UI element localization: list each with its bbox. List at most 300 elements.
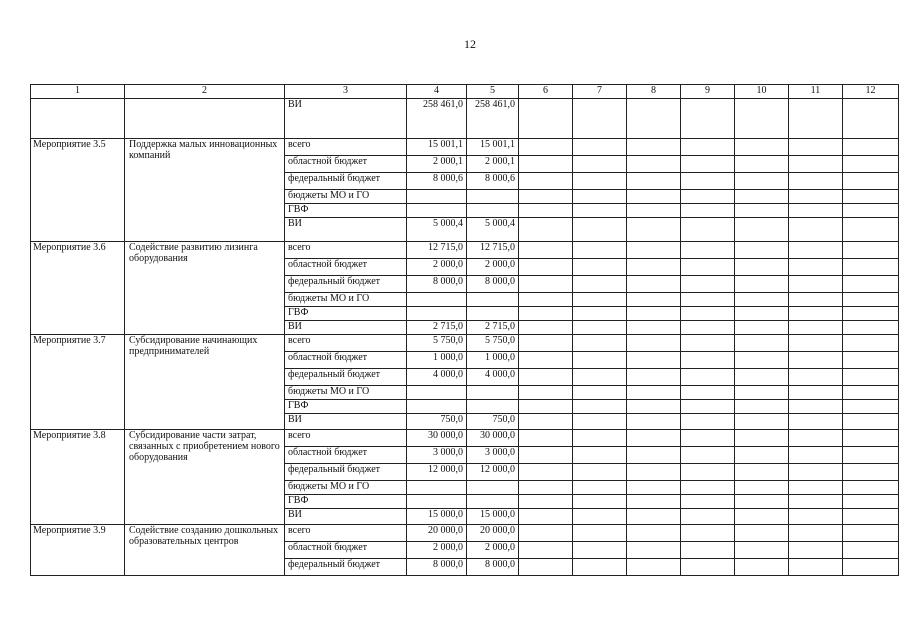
empty-cell <box>681 335 735 352</box>
table-row <box>31 430 899 447</box>
funding-source-cell: ГВФ <box>285 495 407 509</box>
empty-cell <box>573 509 627 525</box>
funding-source-cell: всего <box>285 430 407 447</box>
table-body <box>31 99 899 576</box>
empty-cell <box>681 509 735 525</box>
header-cell: 3 <box>285 85 407 99</box>
empty-cell <box>519 307 573 321</box>
empty-cell <box>843 99 899 139</box>
empty-cell <box>789 447 843 464</box>
budget-table <box>30 84 899 576</box>
funding-source-cell: ВИ <box>285 218 407 242</box>
funding-source-cell: федеральный бюджет <box>285 173 407 190</box>
funding-source-cell: областной бюджет <box>285 156 407 173</box>
empty-cell <box>681 430 735 447</box>
empty-cell <box>789 430 843 447</box>
empty-cell <box>519 386 573 400</box>
empty-cell <box>627 218 681 242</box>
funding-source-cell: областной бюджет <box>285 259 407 276</box>
empty-cell <box>843 559 899 576</box>
empty-cell <box>843 542 899 559</box>
amount-col5-cell: 1 000,0 <box>467 352 519 369</box>
empty-cell <box>681 190 735 204</box>
amount-col4-cell: 5 000,4 <box>407 218 467 242</box>
empty-cell <box>573 525 627 542</box>
empty-cell <box>735 204 789 218</box>
header-cell: 7 <box>573 85 627 99</box>
empty-cell <box>735 242 789 259</box>
empty-cell <box>627 139 681 156</box>
table-row <box>31 242 899 259</box>
empty-cell <box>789 495 843 509</box>
empty-cell <box>843 495 899 509</box>
empty-cell <box>519 559 573 576</box>
amount-col5-cell: 8 000,0 <box>467 276 519 293</box>
header-row <box>31 85 899 99</box>
header-cell: 2 <box>125 85 285 99</box>
amount-col4-cell <box>407 293 467 307</box>
empty-cell <box>627 509 681 525</box>
amount-col5-cell <box>467 293 519 307</box>
empty-cell <box>681 204 735 218</box>
amount-col4-cell: 8 000,0 <box>407 276 467 293</box>
amount-col4-cell <box>407 481 467 495</box>
empty-cell <box>735 173 789 190</box>
event-cell: Мероприятие 3.5 <box>31 139 125 242</box>
funding-source-cell: всего <box>285 525 407 542</box>
funding-source-cell: всего <box>285 139 407 156</box>
empty-cell <box>735 190 789 204</box>
empty-cell <box>627 307 681 321</box>
empty-cell <box>735 414 789 430</box>
funding-source-cell: областной бюджет <box>285 352 407 369</box>
empty-cell <box>843 321 899 335</box>
empty-cell <box>627 204 681 218</box>
amount-col4-cell: 2 000,0 <box>407 259 467 276</box>
empty-cell <box>681 495 735 509</box>
empty-cell <box>735 218 789 242</box>
empty-cell <box>735 276 789 293</box>
amount-col5-cell <box>467 190 519 204</box>
empty-cell <box>843 400 899 414</box>
empty-cell <box>843 430 899 447</box>
amount-col5-cell: 12 000,0 <box>467 464 519 481</box>
funding-source-cell: федеральный бюджет <box>285 464 407 481</box>
empty-cell <box>573 242 627 259</box>
empty-cell <box>681 400 735 414</box>
table-header <box>31 85 899 99</box>
empty-cell <box>735 559 789 576</box>
empty-cell <box>681 99 735 139</box>
header-cell: 5 <box>467 85 519 99</box>
empty-cell <box>627 430 681 447</box>
table-row <box>31 335 899 352</box>
empty-cell <box>789 509 843 525</box>
empty-cell <box>789 414 843 430</box>
empty-cell <box>735 430 789 447</box>
empty-cell <box>789 218 843 242</box>
amount-col4-cell <box>407 495 467 509</box>
empty-cell <box>681 293 735 307</box>
amount-col4-cell: 20 000,0 <box>407 525 467 542</box>
empty-cell <box>627 321 681 335</box>
empty-cell <box>735 293 789 307</box>
amount-col5-cell: 8 000,6 <box>467 173 519 190</box>
amount-col4-cell: 4 000,0 <box>407 369 467 386</box>
empty-cell <box>681 173 735 190</box>
table-row <box>31 525 899 542</box>
empty-cell <box>843 156 899 173</box>
empty-cell <box>519 335 573 352</box>
empty-cell <box>789 293 843 307</box>
header-cell: 12 <box>843 85 899 99</box>
funding-source-cell: ВИ <box>285 321 407 335</box>
empty-cell <box>681 542 735 559</box>
funding-source-cell: федеральный бюджет <box>285 559 407 576</box>
empty-cell <box>627 369 681 386</box>
amount-col5-cell <box>467 481 519 495</box>
funding-source-cell: областной бюджет <box>285 447 407 464</box>
empty-cell <box>789 352 843 369</box>
funding-source-cell: ВИ <box>285 509 407 525</box>
description-cell: Содействие развитию лизинга оборудования <box>125 242 285 335</box>
event-cell: Мероприятие 3.9 <box>31 525 125 576</box>
amount-col5-cell: 5 750,0 <box>467 335 519 352</box>
empty-cell <box>681 307 735 321</box>
empty-cell <box>843 242 899 259</box>
amount-col4-cell <box>407 400 467 414</box>
empty-cell <box>627 525 681 542</box>
empty-cell <box>789 369 843 386</box>
amount-col5-cell <box>467 495 519 509</box>
amount-col5-cell: 12 715,0 <box>467 242 519 259</box>
empty-cell <box>573 386 627 400</box>
empty-cell <box>519 509 573 525</box>
empty-cell <box>573 559 627 576</box>
empty-cell <box>573 352 627 369</box>
empty-cell <box>681 156 735 173</box>
empty-cell <box>573 495 627 509</box>
empty-cell <box>843 139 899 156</box>
empty-cell <box>519 204 573 218</box>
empty-cell <box>735 509 789 525</box>
empty-cell <box>573 481 627 495</box>
empty-cell <box>789 173 843 190</box>
funding-source-cell: федеральный бюджет <box>285 276 407 293</box>
empty-cell <box>573 430 627 447</box>
empty-cell <box>789 481 843 495</box>
funding-source-cell: ВИ <box>285 99 407 139</box>
empty-cell <box>573 321 627 335</box>
empty-cell <box>681 386 735 400</box>
funding-source-cell: областной бюджет <box>285 542 407 559</box>
amount-col4-cell: 258 461,0 <box>407 99 467 139</box>
empty-cell <box>627 559 681 576</box>
amount-col5-cell: 2 000,1 <box>467 156 519 173</box>
empty-cell <box>627 173 681 190</box>
empty-cell <box>843 352 899 369</box>
empty-cell <box>573 139 627 156</box>
empty-cell <box>627 352 681 369</box>
empty-cell <box>681 242 735 259</box>
empty-cell <box>735 447 789 464</box>
empty-cell <box>789 276 843 293</box>
header-cell: 4 <box>407 85 467 99</box>
empty-cell <box>627 386 681 400</box>
empty-cell <box>519 495 573 509</box>
empty-cell <box>735 525 789 542</box>
amount-col4-cell <box>407 386 467 400</box>
empty-cell <box>843 447 899 464</box>
empty-cell <box>735 139 789 156</box>
amount-col4-cell <box>407 190 467 204</box>
empty-cell <box>735 386 789 400</box>
description-cell: Субсидирование части затрат, связанных с приобретением нового оборудования <box>125 430 285 525</box>
event-cell: Мероприятие 3.8 <box>31 430 125 525</box>
empty-cell <box>573 414 627 430</box>
amount-col5-cell: 20 000,0 <box>467 525 519 542</box>
empty-cell <box>627 481 681 495</box>
empty-cell <box>843 190 899 204</box>
empty-cell <box>735 156 789 173</box>
empty-cell <box>681 218 735 242</box>
amount-col5-cell: 15 000,0 <box>467 509 519 525</box>
empty-cell <box>789 400 843 414</box>
amount-col5-cell: 30 000,0 <box>467 430 519 447</box>
event-cell <box>31 99 125 139</box>
empty-cell <box>843 218 899 242</box>
empty-cell <box>843 173 899 190</box>
empty-cell <box>843 414 899 430</box>
funding-source-cell: бюджеты МО и ГО <box>285 481 407 495</box>
amount-col4-cell: 12 715,0 <box>407 242 467 259</box>
amount-col5-cell <box>467 307 519 321</box>
amount-col4-cell: 8 000,0 <box>407 559 467 576</box>
empty-cell <box>843 525 899 542</box>
empty-cell <box>519 447 573 464</box>
empty-cell <box>519 525 573 542</box>
amount-col4-cell: 30 000,0 <box>407 430 467 447</box>
empty-cell <box>519 293 573 307</box>
empty-cell <box>789 190 843 204</box>
empty-cell <box>789 259 843 276</box>
header-cell: 6 <box>519 85 573 99</box>
empty-cell <box>789 321 843 335</box>
amount-col4-cell: 8 000,6 <box>407 173 467 190</box>
empty-cell <box>681 447 735 464</box>
funding-source-cell: ГВФ <box>285 204 407 218</box>
empty-cell <box>519 481 573 495</box>
amount-col5-cell: 4 000,0 <box>467 369 519 386</box>
empty-cell <box>735 259 789 276</box>
empty-cell <box>573 542 627 559</box>
empty-cell <box>519 400 573 414</box>
description-cell: Содействие созданию дошкольных образовательных центров <box>125 525 285 576</box>
empty-cell <box>519 369 573 386</box>
empty-cell <box>627 276 681 293</box>
description-cell <box>125 99 285 139</box>
empty-cell <box>681 559 735 576</box>
amount-col4-cell: 1 000,0 <box>407 352 467 369</box>
empty-cell <box>519 542 573 559</box>
header-cell: 11 <box>789 85 843 99</box>
empty-cell <box>681 276 735 293</box>
empty-cell <box>789 204 843 218</box>
event-cell: Мероприятие 3.6 <box>31 242 125 335</box>
empty-cell <box>681 369 735 386</box>
empty-cell <box>843 509 899 525</box>
empty-cell <box>681 464 735 481</box>
empty-cell <box>573 307 627 321</box>
empty-cell <box>735 369 789 386</box>
amount-col5-cell: 750,0 <box>467 414 519 430</box>
empty-cell <box>789 307 843 321</box>
amount-col4-cell <box>407 204 467 218</box>
amount-col4-cell: 2 715,0 <box>407 321 467 335</box>
empty-cell <box>843 307 899 321</box>
empty-cell <box>843 293 899 307</box>
amount-col4-cell: 5 750,0 <box>407 335 467 352</box>
header-cell: 10 <box>735 85 789 99</box>
empty-cell <box>573 190 627 204</box>
empty-cell <box>519 352 573 369</box>
funding-source-cell: ГВФ <box>285 400 407 414</box>
amount-col5-cell: 2 000,0 <box>467 542 519 559</box>
empty-cell <box>681 525 735 542</box>
empty-cell <box>519 139 573 156</box>
empty-cell <box>843 481 899 495</box>
amount-col4-cell: 12 000,0 <box>407 464 467 481</box>
empty-cell <box>681 481 735 495</box>
empty-cell <box>627 464 681 481</box>
empty-cell <box>843 335 899 352</box>
amount-col5-cell <box>467 204 519 218</box>
amount-col5-cell: 258 461,0 <box>467 99 519 139</box>
table-row <box>31 99 899 139</box>
empty-cell <box>519 218 573 242</box>
amount-col4-cell: 15 000,0 <box>407 509 467 525</box>
empty-cell <box>627 335 681 352</box>
amount-col5-cell <box>467 386 519 400</box>
empty-cell <box>843 259 899 276</box>
description-cell: Субсидирование начинающих предпринимателей <box>125 335 285 430</box>
empty-cell <box>519 99 573 139</box>
page-number: 12 <box>464 37 476 51</box>
empty-cell <box>627 414 681 430</box>
empty-cell <box>627 259 681 276</box>
amount-col4-cell: 2 000,1 <box>407 156 467 173</box>
empty-cell <box>789 525 843 542</box>
empty-cell <box>573 173 627 190</box>
empty-cell <box>735 335 789 352</box>
empty-cell <box>843 276 899 293</box>
empty-cell <box>627 293 681 307</box>
empty-cell <box>519 190 573 204</box>
empty-cell <box>573 447 627 464</box>
empty-cell <box>789 559 843 576</box>
header-cell: 1 <box>31 85 125 99</box>
amount-col5-cell: 5 000,4 <box>467 218 519 242</box>
funding-source-cell: ВИ <box>285 414 407 430</box>
empty-cell <box>681 321 735 335</box>
empty-cell <box>519 321 573 335</box>
empty-cell <box>627 400 681 414</box>
empty-cell <box>843 204 899 218</box>
header-cell: 9 <box>681 85 735 99</box>
table-row <box>31 139 899 156</box>
amount-col5-cell: 15 001,1 <box>467 139 519 156</box>
empty-cell <box>627 542 681 559</box>
amount-col4-cell: 2 000,0 <box>407 542 467 559</box>
funding-source-cell: бюджеты МО и ГО <box>285 386 407 400</box>
amount-col4-cell: 15 001,1 <box>407 139 467 156</box>
empty-cell <box>789 139 843 156</box>
empty-cell <box>519 173 573 190</box>
empty-cell <box>789 242 843 259</box>
empty-cell <box>789 542 843 559</box>
empty-cell <box>735 400 789 414</box>
amount-col5-cell: 8 000,0 <box>467 559 519 576</box>
empty-cell <box>627 447 681 464</box>
empty-cell <box>573 259 627 276</box>
empty-cell <box>735 99 789 139</box>
empty-cell <box>627 190 681 204</box>
empty-cell <box>627 242 681 259</box>
empty-cell <box>735 495 789 509</box>
empty-cell <box>735 542 789 559</box>
empty-cell <box>627 495 681 509</box>
header-cell: 8 <box>627 85 681 99</box>
empty-cell <box>573 156 627 173</box>
empty-cell <box>681 259 735 276</box>
empty-cell <box>573 400 627 414</box>
empty-cell <box>519 414 573 430</box>
empty-cell <box>573 293 627 307</box>
empty-cell <box>789 335 843 352</box>
empty-cell <box>789 386 843 400</box>
empty-cell <box>681 139 735 156</box>
empty-cell <box>789 99 843 139</box>
funding-source-cell: всего <box>285 335 407 352</box>
empty-cell <box>843 369 899 386</box>
empty-cell <box>735 321 789 335</box>
empty-cell <box>573 218 627 242</box>
empty-cell <box>573 335 627 352</box>
amount-col4-cell <box>407 307 467 321</box>
amount-col5-cell <box>467 400 519 414</box>
empty-cell <box>573 204 627 218</box>
empty-cell <box>573 369 627 386</box>
amount-col5-cell: 2 715,0 <box>467 321 519 335</box>
funding-source-cell: бюджеты МО и ГО <box>285 190 407 204</box>
empty-cell <box>627 156 681 173</box>
empty-cell <box>573 276 627 293</box>
funding-source-cell: ГВФ <box>285 307 407 321</box>
funding-source-cell: федеральный бюджет <box>285 369 407 386</box>
empty-cell <box>519 156 573 173</box>
amount-col5-cell: 2 000,0 <box>467 259 519 276</box>
amount-col4-cell: 3 000,0 <box>407 447 467 464</box>
amount-col4-cell: 750,0 <box>407 414 467 430</box>
empty-cell <box>735 352 789 369</box>
empty-cell <box>519 276 573 293</box>
empty-cell <box>735 307 789 321</box>
empty-cell <box>519 430 573 447</box>
empty-cell <box>735 464 789 481</box>
empty-cell <box>681 352 735 369</box>
empty-cell <box>843 386 899 400</box>
empty-cell <box>735 481 789 495</box>
